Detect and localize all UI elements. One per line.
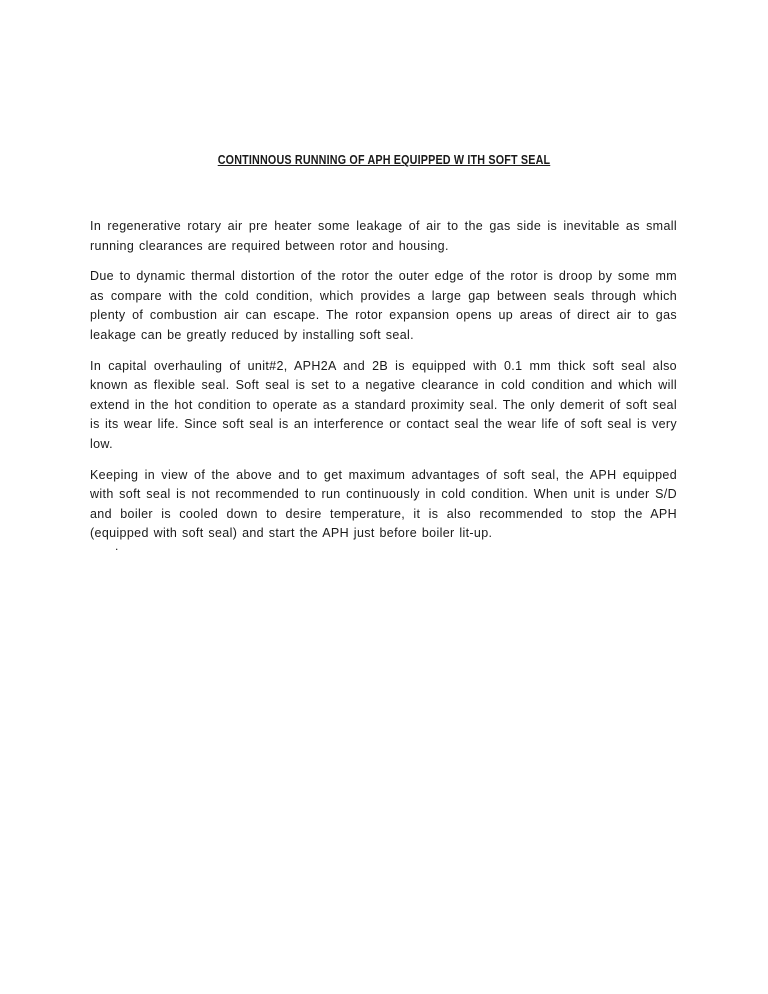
paragraph-thermal-distortion: Due to dynamic thermal distortion of the rotor the outer edge of the rotor is droop by some mm as compare with the cold condition, which provides a large gap between seals through which plenty of combustion air can escape. The rotor expansion opens up areas of direct air to gas leakage can be greatly reduced by installing soft seal.: [90, 269, 677, 342]
document-body: [90, 217, 677, 555]
paragraph-recommendation: Keeping in view of the above and to get maximum advantages of soft seal, the APH equipped with soft seal is not recommended to run continuously in cold condition. When unit is under S/D and boiler is cooled down to desire temperature, it is also recommended to stop the APH (equipped with soft seal) and start the APH just before boiler lit-up.: [90, 467, 677, 541]
paragraph-leakage: In regenerative rotary air pre heater some leakage of air to the gas side is inevitable as small running clearances are required between rotor and housing.: [90, 219, 677, 253]
paragraph-capital-overhauling: In capital overhauling of unit#2, APH2A and 2B is equipped with 0.1 mm thick soft seal also known as flexible seal. Soft seal is set to a negative clearance in cold condition and which will extend in the hot condition to operate as a standard proximity seal. The only demerit of soft seal is its wear life. Since soft seal is an interference or contact seal the wear life of soft seal is very low.: [90, 358, 677, 451]
document-title: CONTINNOUS RUNNING OF APH EQUIPPED W ITH SOFT SEAL: [217, 153, 551, 167]
trailing-period: .: [115, 539, 119, 553]
